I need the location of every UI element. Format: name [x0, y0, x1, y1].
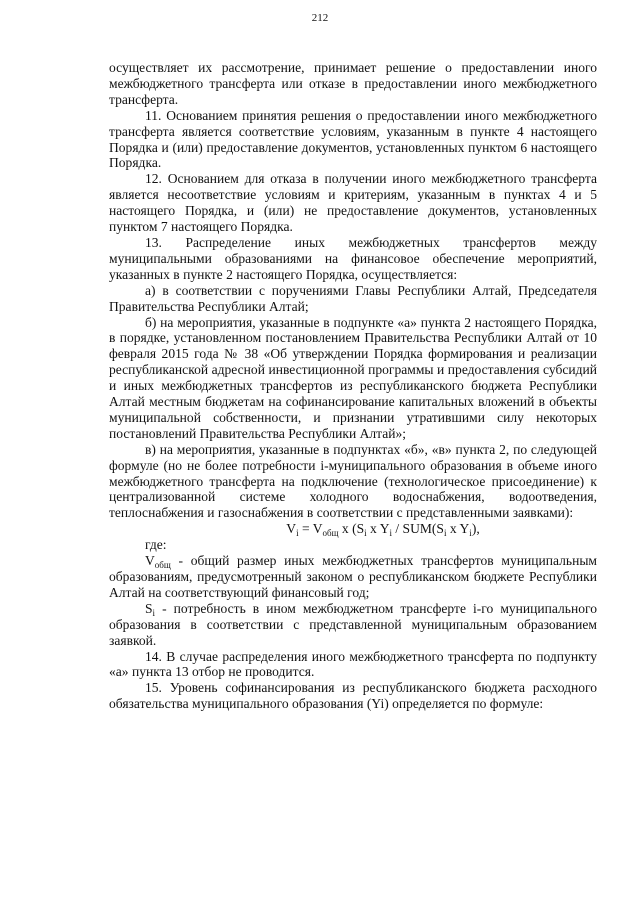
- paragraph-13-a: а) в соответствии с поручениями Главы Республики Алтай, Председателя Правительства Республики Алтай;: [109, 282, 597, 314]
- distribution-formula: $V_i = V_{общ}$ x ($S_i$ x $Y_i / SUM(S_i$ x $Y_i$),: [286, 521, 480, 539]
- paragraph-12: 12. Основанием для отказа в получении иного межбюджетного трансферта является несоответствие условиям и критериям, указанным в пунктах 4 и 5 настоящего Порядка, и (или) не предоставление документов, установленных пунктом 7 настоящего Порядка.: [109, 171, 597, 235]
- paragraph-13: 13. Распределение иных межбюджетных трансфертов между муниципальными образованиями на финансовое обеспечение мероприятий, указанных в пункте 2 настоящего Порядка, осуществляется:: [109, 234, 597, 282]
- where-label: где:: [145, 537, 167, 553]
- paragraph-11: 11. Основанием принятия решения о предоставлении иного межбюджетного трансферта является соответствие условиям, указанным в пункте 4 настоящего Порядка и (или) предоставление документов, установленных пунктом 6 настоящего Порядка.: [109, 107, 597, 171]
- document-body: [109, 60, 597, 712]
- definition-si: $S_i$ - потребность в ином межбюджетном трансферте i-го муниципального образования в соответствии с представленной муниципальным образованием заявкой.: [109, 600, 597, 648]
- paragraph-15: 15. Уровень софинансирования из республиканского бюджета расходного обязательства муниципального образования (Yi) определяется по формуле:: [109, 680, 597, 712]
- definition-vobsh: $V_{общ}$ - общий размер иных межбюджетных трансфертов муниципальным образованиям, предусмотренный законом о республиканском бюджете Республики Алтай на соответствующий финансовый год;: [109, 553, 597, 600]
- page-number: 212: [311, 12, 329, 24]
- paragraph-13-b: б) на мероприятия, указанные в подпункте «а» пункта 2 настоящего Порядка, в порядке, установленном постановлением Правительства Республики Алтай от 10 февраля 2015 года № 38 «Об утверждении Порядка формирования и реализации республиканской адресной инвестиционной программы и предоставления субсидий и иных межбюджетных трансфертов из республиканского бюджета Республики Алтай местным бюджетам на софинансирование капитальных вложений в объекты муниципальной собственности, и признании утратившими силу некоторых постановлений Правительства Республики Алтай»;: [109, 314, 597, 441]
- paragraph-continuation: осуществляет их рассмотрение, принимает решение о предоставлении иного межбюджетного трансферта или отказе в предоставлении иного межбюджетного трансферта.: [109, 60, 597, 107]
- paragraph-13-v: в) на мероприятия, указанные в подпунктах «б», «в» пункта 2, по следующей формуле (но не более потребности i-муниципального образования в объеме иного межбюджетного трансферта на подключение (технологическое присоединение) к централизованной системе холодного водоснабжения, водоотведения, теплоснабжения и газоснабжения в соответствии с представленными заявками):: [109, 441, 597, 521]
- paragraph-14: 14. В случае распределения иного межбюджетного трансферта по подпункту «а» пункта 13 отбор не проводится.: [109, 648, 597, 680]
